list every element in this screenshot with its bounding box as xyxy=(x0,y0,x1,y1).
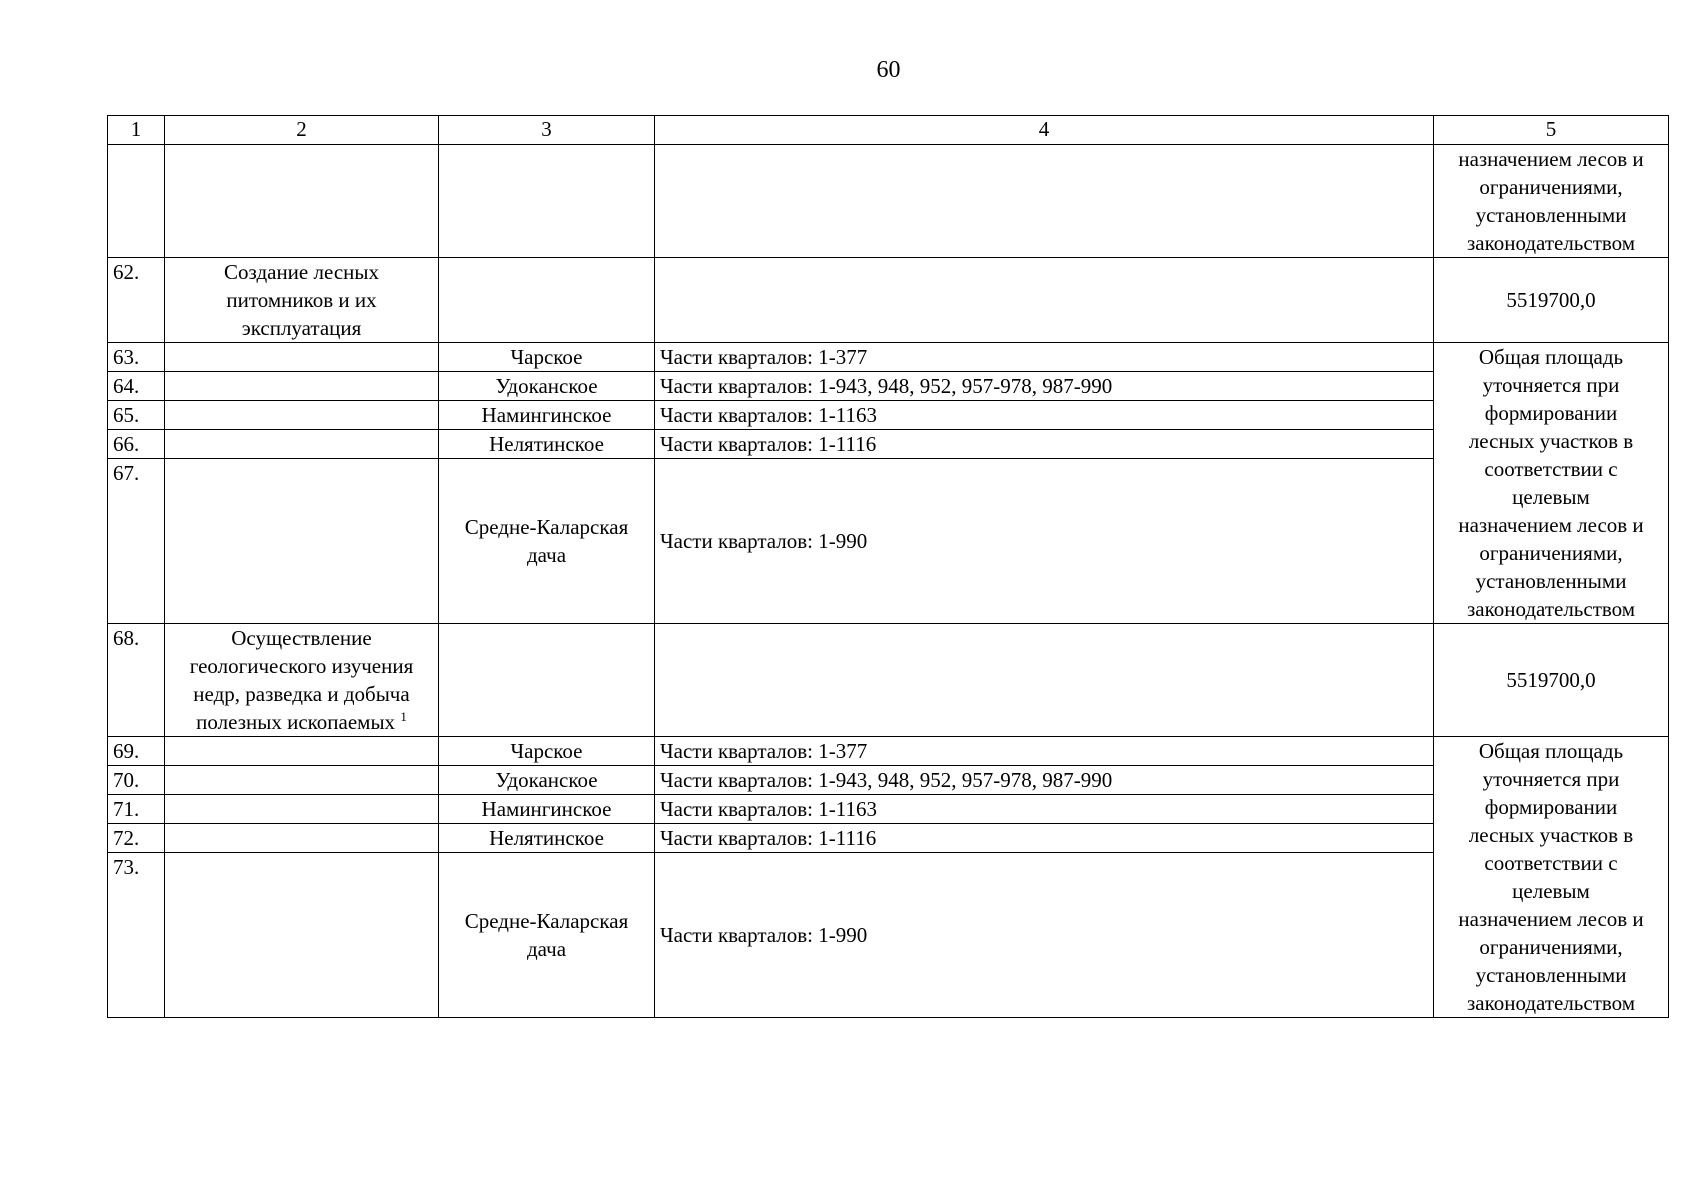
activity-cell: Создание лесных питомников и их эксплуатация xyxy=(165,258,439,343)
page-number: 60 xyxy=(876,57,901,83)
row-number: 67. xyxy=(108,459,165,624)
quarters-cell: Части кварталов: 1-1163 xyxy=(655,401,1434,430)
quarters-cell: Части кварталов: 1-1116 xyxy=(655,430,1434,459)
district-cell: Нелятинское xyxy=(439,430,655,459)
quarters-cell: Части кварталов: 1-1163 xyxy=(655,795,1434,824)
row-number: 65. xyxy=(108,401,165,430)
note-cell: Общая площадь уточняется при формировании лесных участков в соответствии с целевым назначением лесов и ограничениями, установленными законодательством xyxy=(1434,737,1669,1018)
activity-cell: Осуществление геологического изучения недр, разведка и добыча полезных ископаемых $^1$ xyxy=(165,624,439,737)
row-number: 70. xyxy=(108,766,165,795)
row-number: 71. xyxy=(108,795,165,824)
district-cell: Намингинское xyxy=(439,401,655,430)
header-cell-1: 1 xyxy=(108,116,165,145)
district-cell: Средне-Каларская дача xyxy=(439,459,655,624)
quarters-cell: Части кварталов: 1-990 xyxy=(655,459,1434,624)
row-number: 69. xyxy=(108,737,165,766)
header-cell-2: 2 xyxy=(165,116,439,145)
table-row xyxy=(108,258,1669,343)
quarters-cell: Части кварталов: 1-377 xyxy=(655,343,1434,372)
table-row xyxy=(108,624,1669,737)
header-cell-4: 4 xyxy=(655,116,1434,145)
area-cell: 5519700,0 xyxy=(1434,258,1669,343)
quarters-cell: Части кварталов: 1-990 xyxy=(655,853,1434,1018)
district-cell: Удоканское xyxy=(439,766,655,795)
table-row xyxy=(108,343,1669,372)
row-number: 68. xyxy=(108,624,165,737)
quarters-cell: Части кварталов: 1-1116 xyxy=(655,824,1434,853)
header-cell-3: 3 xyxy=(439,116,655,145)
row-number: 72. xyxy=(108,824,165,853)
district-cell: Нелятинское xyxy=(439,824,655,853)
header-row xyxy=(108,116,1669,145)
note-cell: назначением лесов и ограничениями, установленными законодательством xyxy=(1434,145,1669,258)
footnote-marker: 1 xyxy=(400,709,407,724)
row-number: 73. xyxy=(108,853,165,1018)
quarters-cell: Части кварталов: 1-377 xyxy=(655,737,1434,766)
district-cell: Средне-Каларская дача xyxy=(439,853,655,1018)
forest-table xyxy=(107,115,1669,1018)
row-number: 63. xyxy=(108,343,165,372)
area-cell: 5519700,0 xyxy=(1434,624,1669,737)
district-cell: Чарское xyxy=(439,737,655,766)
table-row xyxy=(108,737,1669,766)
district-cell: Намингинское xyxy=(439,795,655,824)
district-cell: Чарское xyxy=(439,343,655,372)
row-number: 62. xyxy=(108,258,165,343)
district-cell: Удоканское xyxy=(439,372,655,401)
row-number: 66. xyxy=(108,430,165,459)
header-cell-5: 5 xyxy=(1434,116,1669,145)
row-number: 64. xyxy=(108,372,165,401)
note-cell: Общая площадь уточняется при формировании лесных участков в соответствии с целевым назначением лесов и ограничениями, установленными законодательством xyxy=(1434,343,1669,624)
quarters-cell: Части кварталов: 1-943, 948, 952, 957-978, 987-990 xyxy=(655,372,1434,401)
quarters-cell: Части кварталов: 1-943, 948, 952, 957-978, 987-990 xyxy=(655,766,1434,795)
table-row-continuation xyxy=(108,145,1669,258)
